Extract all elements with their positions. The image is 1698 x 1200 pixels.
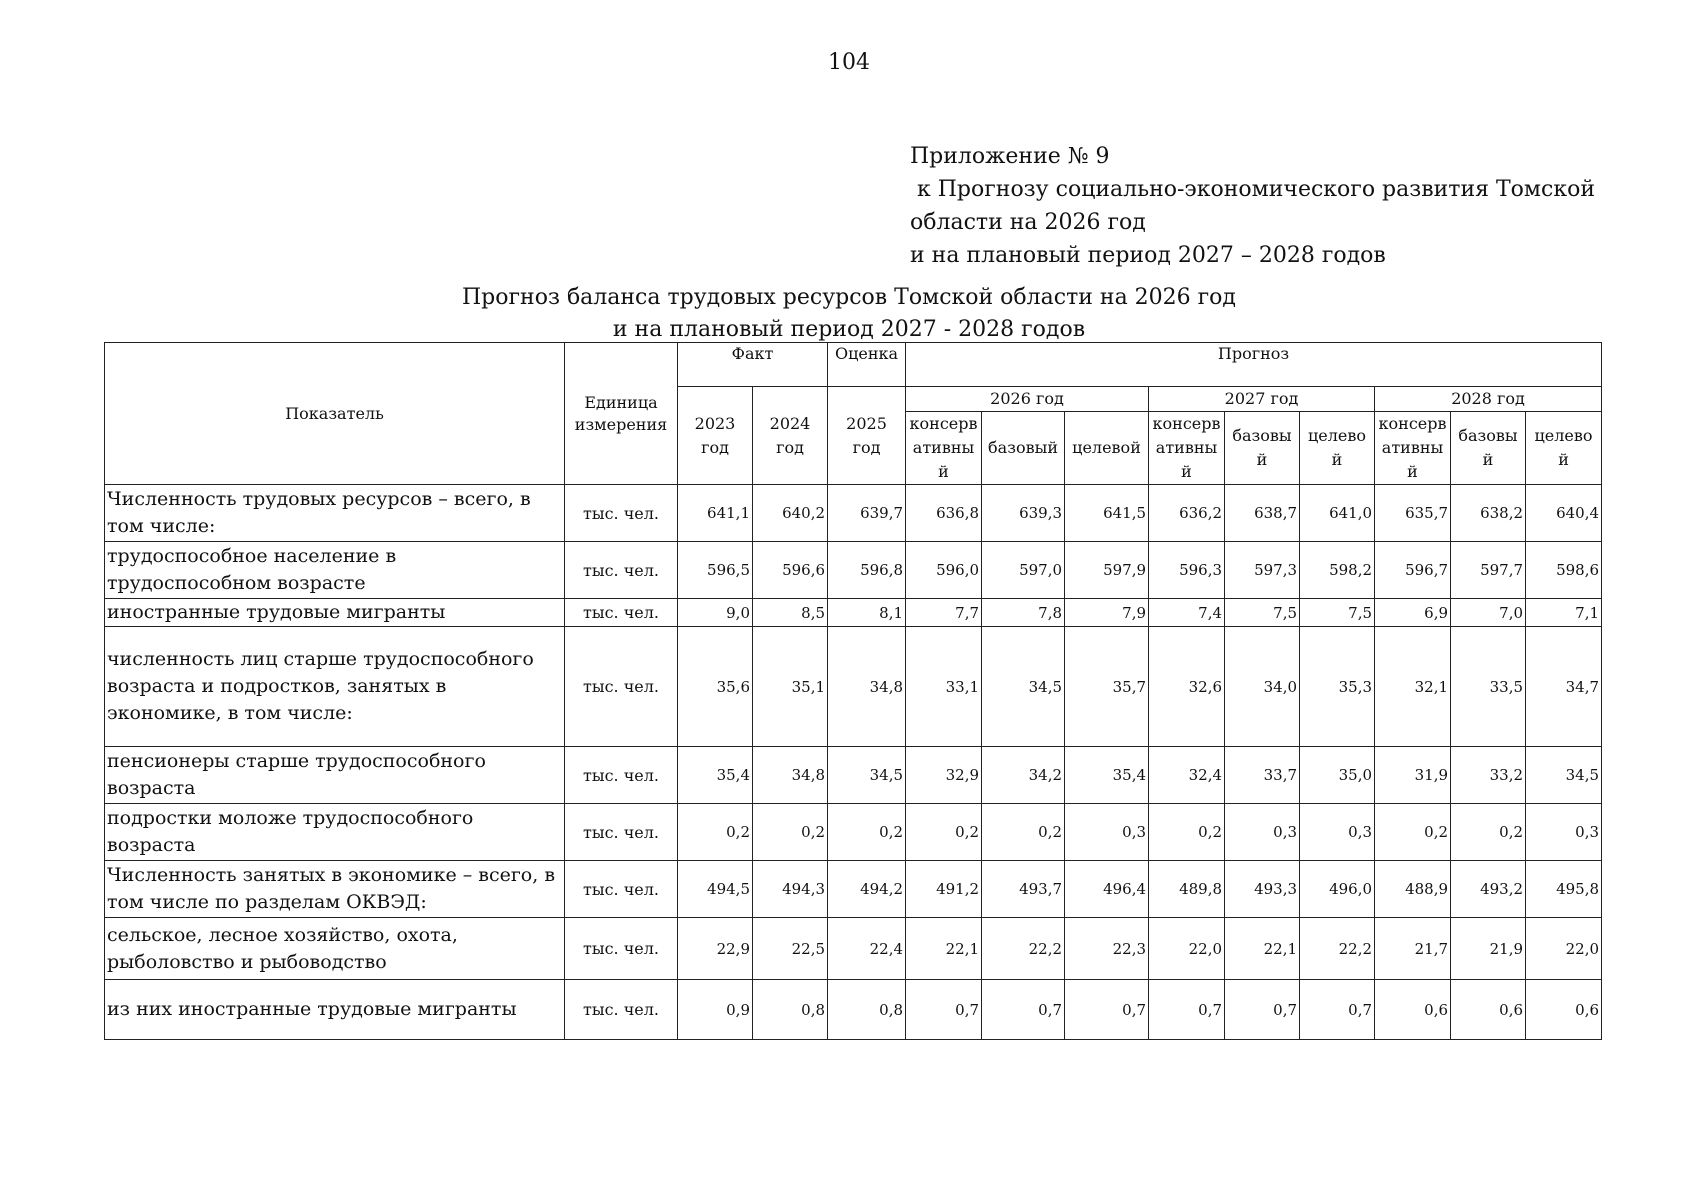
value-cell: 636,8 [906, 485, 982, 542]
value-cell: 35,3 [1300, 627, 1375, 747]
appendix-line: к Прогнозу социально-экономического развития Томской [910, 177, 1596, 202]
value-cell: 0,2 [1375, 804, 1451, 861]
value-cell: 597,0 [982, 542, 1065, 599]
title-line-1: Прогноз баланса трудовых ресурсов Томской области на 2026 год [462, 285, 1236, 310]
value-cell: 0,3 [1300, 804, 1375, 861]
value-cell: 493,2 [1451, 861, 1526, 918]
value-cell: 0,6 [1451, 980, 1526, 1040]
header-forecast: Прогноз [906, 343, 1602, 387]
value-cell: 0,3 [1065, 804, 1149, 861]
value-cell: 35,4 [1065, 747, 1149, 804]
header-target-2028: целево й [1526, 412, 1602, 485]
value-cell: 0,2 [828, 804, 906, 861]
value-cell: 7,7 [906, 599, 982, 627]
value-cell: 7,1 [1526, 599, 1602, 627]
header-year-2027: 2027 год [1149, 387, 1375, 412]
value-cell: 596,7 [1375, 542, 1451, 599]
value-cell: 7,5 [1225, 599, 1300, 627]
value-cell: 596,6 [753, 542, 828, 599]
header-estimate: Оценка [828, 343, 906, 387]
value-cell: 0,8 [828, 980, 906, 1040]
value-cell: 639,3 [982, 485, 1065, 542]
value-cell: 0,9 [678, 980, 753, 1040]
header-unit: Единица измерения [565, 343, 678, 485]
value-cell: 33,5 [1451, 627, 1526, 747]
value-cell: 494,3 [753, 861, 828, 918]
header-year-2028: 2028 год [1375, 387, 1602, 412]
value-cell: 0,7 [1225, 980, 1300, 1040]
value-cell: 0,8 [753, 980, 828, 1040]
value-cell: 0,3 [1526, 804, 1602, 861]
value-cell: 34,5 [982, 627, 1065, 747]
value-cell: 488,9 [1375, 861, 1451, 918]
value-cell: 35,7 [1065, 627, 1149, 747]
value-cell: 0,2 [982, 804, 1065, 861]
row-unit: тыс. чел. [565, 804, 678, 861]
row-unit: тыс. чел. [565, 747, 678, 804]
row-unit: тыс. чел. [565, 599, 678, 627]
value-cell: 598,2 [1300, 542, 1375, 599]
appendix-line: области на 2026 год [910, 210, 1146, 235]
value-cell: 33,1 [906, 627, 982, 747]
value-cell: 491,2 [906, 861, 982, 918]
value-cell: 640,2 [753, 485, 828, 542]
row-unit: тыс. чел. [565, 980, 678, 1040]
value-cell: 33,2 [1451, 747, 1526, 804]
header-target-2026: целевой [1065, 412, 1149, 485]
value-cell: 496,0 [1300, 861, 1375, 918]
table-row [105, 980, 1602, 1040]
value-cell: 596,8 [828, 542, 906, 599]
value-cell: 34,5 [828, 747, 906, 804]
value-cell: 641,0 [1300, 485, 1375, 542]
header-base-2026: базовый [982, 412, 1065, 485]
row-label: Численность трудовых ресурсов – всего, в том числе: [105, 485, 565, 542]
header-year-2025: 2025 год [828, 387, 906, 485]
row-label: Численность занятых в экономике – всего, в том числе по разделам ОКВЭД: [105, 861, 565, 918]
value-cell: 0,2 [753, 804, 828, 861]
value-cell: 34,5 [1526, 747, 1602, 804]
value-cell: 32,4 [1149, 747, 1225, 804]
value-cell: 493,7 [982, 861, 1065, 918]
table-row [105, 804, 1602, 861]
value-cell: 640,4 [1526, 485, 1602, 542]
value-cell: 0,7 [1149, 980, 1225, 1040]
value-cell: 32,1 [1375, 627, 1451, 747]
value-cell: 35,0 [1300, 747, 1375, 804]
row-unit: тыс. чел. [565, 861, 678, 918]
value-cell: 22,4 [828, 918, 906, 980]
value-cell: 22,0 [1526, 918, 1602, 980]
table-row [105, 599, 1602, 627]
value-cell: 34,2 [982, 747, 1065, 804]
table-body [105, 485, 1602, 1040]
value-cell: 597,9 [1065, 542, 1149, 599]
value-cell: 641,1 [678, 485, 753, 542]
row-label: трудоспособное население в трудоспособном возрасте [105, 542, 565, 599]
value-cell: 7,4 [1149, 599, 1225, 627]
value-cell: 0,7 [1300, 980, 1375, 1040]
value-cell: 35,1 [753, 627, 828, 747]
value-cell: 489,8 [1149, 861, 1225, 918]
value-cell: 596,3 [1149, 542, 1225, 599]
table-row [105, 861, 1602, 918]
value-cell: 496,4 [1065, 861, 1149, 918]
value-cell: 35,6 [678, 627, 753, 747]
row-unit: тыс. чел. [565, 918, 678, 980]
value-cell: 7,0 [1451, 599, 1526, 627]
value-cell: 0,3 [1225, 804, 1300, 861]
value-cell: 21,7 [1375, 918, 1451, 980]
table-row [105, 542, 1602, 599]
header-conservative-2027: консерв ативны й [1149, 412, 1225, 485]
header-conservative-2028: консерв ативны й [1375, 412, 1451, 485]
value-cell: 34,7 [1526, 627, 1602, 747]
header-fact: Факт [678, 343, 828, 387]
value-cell: 597,3 [1225, 542, 1300, 599]
value-cell: 635,7 [1375, 485, 1451, 542]
value-cell: 0,7 [906, 980, 982, 1040]
value-cell: 6,9 [1375, 599, 1451, 627]
value-cell: 33,7 [1225, 747, 1300, 804]
table-row [105, 627, 1602, 747]
value-cell: 0,2 [906, 804, 982, 861]
row-label: сельское, лесное хозяйство, охота, рыболовство и рыбоводство [105, 918, 565, 980]
value-cell: 31,9 [1375, 747, 1451, 804]
value-cell: 636,2 [1149, 485, 1225, 542]
value-cell: 7,9 [1065, 599, 1149, 627]
value-cell: 495,8 [1526, 861, 1602, 918]
appendix-line: Приложение № 9 [910, 144, 1110, 169]
labor-balance-table [104, 342, 1602, 1040]
row-label: пенсионеры старше трудоспособного возраста [105, 747, 565, 804]
value-cell: 0,6 [1375, 980, 1451, 1040]
row-label: из них иностранные трудовые мигранты [105, 980, 565, 1040]
appendix-note [910, 140, 1670, 272]
header-base-2028: базовы й [1451, 412, 1526, 485]
value-cell: 597,7 [1451, 542, 1526, 599]
value-cell: 0,7 [982, 980, 1065, 1040]
document-title [0, 282, 1698, 346]
table-row [105, 918, 1602, 980]
value-cell: 22,5 [753, 918, 828, 980]
value-cell: 22,2 [1300, 918, 1375, 980]
value-cell: 22,2 [982, 918, 1065, 980]
header-conservative-2026: консерв ативны й [906, 412, 982, 485]
value-cell: 641,5 [1065, 485, 1149, 542]
value-cell: 32,6 [1149, 627, 1225, 747]
row-unit: тыс. чел. [565, 627, 678, 747]
header-year-2024: 2024 год [753, 387, 828, 485]
value-cell: 22,9 [678, 918, 753, 980]
value-cell: 638,7 [1225, 485, 1300, 542]
table-row [105, 485, 1602, 542]
value-cell: 22,1 [1225, 918, 1300, 980]
value-cell: 32,9 [906, 747, 982, 804]
value-cell: 596,5 [678, 542, 753, 599]
value-cell: 0,7 [1065, 980, 1149, 1040]
value-cell: 598,6 [1526, 542, 1602, 599]
value-cell: 21,9 [1451, 918, 1526, 980]
header-target-2027: целево й [1300, 412, 1375, 485]
row-unit: тыс. чел. [565, 542, 678, 599]
value-cell: 639,7 [828, 485, 906, 542]
header-year-2023: 2023 год [678, 387, 753, 485]
value-cell: 493,3 [1225, 861, 1300, 918]
table-row [105, 747, 1602, 804]
value-cell: 22,3 [1065, 918, 1149, 980]
value-cell: 7,5 [1300, 599, 1375, 627]
value-cell: 34,0 [1225, 627, 1300, 747]
value-cell: 494,5 [678, 861, 753, 918]
value-cell: 22,0 [1149, 918, 1225, 980]
row-label: подростки моложе трудоспособного возраста [105, 804, 565, 861]
row-label: иностранные трудовые мигранты [105, 599, 565, 627]
value-cell: 7,8 [982, 599, 1065, 627]
value-cell: 22,1 [906, 918, 982, 980]
value-cell: 494,2 [828, 861, 906, 918]
value-cell: 0,2 [678, 804, 753, 861]
value-cell: 0,2 [1149, 804, 1225, 861]
value-cell: 0,2 [1451, 804, 1526, 861]
value-cell: 638,2 [1451, 485, 1526, 542]
value-cell: 8,5 [753, 599, 828, 627]
value-cell: 0,6 [1526, 980, 1602, 1040]
row-label: численность лиц старше трудоспособного возраста и подростков, занятых в экономике, в том числе: [105, 627, 565, 747]
appendix-line: и на плановый период 2027 – 2028 годов [910, 243, 1386, 268]
value-cell: 35,4 [678, 747, 753, 804]
header-base-2027: базовы й [1225, 412, 1300, 485]
header-indicator: Показатель [105, 343, 565, 485]
row-unit: тыс. чел. [565, 485, 678, 542]
value-cell: 596,0 [906, 542, 982, 599]
header-year-2026: 2026 год [906, 387, 1149, 412]
value-cell: 9,0 [678, 599, 753, 627]
value-cell: 34,8 [828, 627, 906, 747]
page-number: 104 [828, 50, 870, 75]
value-cell: 8,1 [828, 599, 906, 627]
title-line-2: и на плановый период 2027 - 2028 годов [612, 317, 1086, 342]
value-cell: 34,8 [753, 747, 828, 804]
